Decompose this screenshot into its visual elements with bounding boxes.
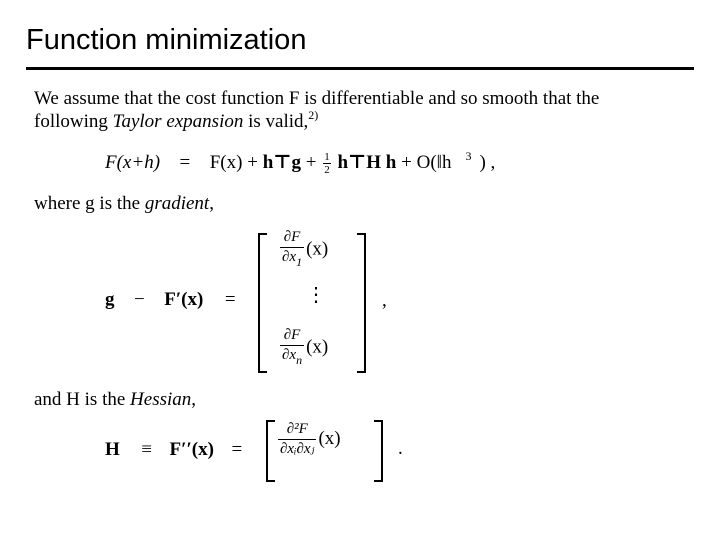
intro-line-2	[34, 110, 318, 133]
taylor-plus-3: +	[401, 152, 412, 173]
taylor-close: ) ,	[479, 152, 496, 173]
gradient-dash: −	[134, 289, 145, 310]
hessian-H: H	[105, 439, 120, 460]
gradient-text	[34, 192, 214, 215]
taylor-rhs-f: F(x)	[209, 152, 243, 173]
gradient-right-bracket	[357, 233, 366, 373]
intro-line-2-after: is valid,	[243, 111, 309, 132]
hessian-text-after: ,	[191, 389, 197, 410]
half-numerator: 1	[324, 151, 330, 164]
hessian-num: ∂²F	[286, 421, 308, 437]
hessian-period: .	[398, 438, 403, 459]
hessian-term: Hessian	[130, 389, 192, 410]
gradient-term: gradient	[144, 193, 210, 214]
intro-line-1: We assume that the cost function F is differentiable and so smooth that the	[34, 88, 600, 109]
gradient-den-1-var: ∂x	[282, 249, 297, 265]
hessian-lhs	[105, 436, 242, 464]
half-denominator: 2	[324, 164, 330, 177]
gradient-g: g	[105, 289, 115, 310]
title-divider	[26, 67, 694, 70]
gradient-num-n: ∂F	[283, 327, 301, 343]
gradient-comma: ,	[382, 290, 387, 311]
gradient-lhs	[105, 286, 236, 314]
gradient-eq-sign: =	[224, 289, 236, 310]
gradient-den-n-sub: n	[296, 353, 303, 367]
gradient-entry-n	[278, 326, 328, 370]
hessian-eq-sign: =	[231, 439, 243, 460]
hessian-text-before: and H is the	[34, 389, 131, 410]
taylor-plus-1: +	[247, 152, 258, 173]
gradient-fprime: F′(x)	[164, 289, 204, 310]
gradient-left-bracket	[258, 233, 267, 373]
gradient-den-1	[280, 247, 304, 272]
hessian-fdprime: F′′(x)	[169, 439, 214, 460]
taylor-h-t-H-h: h⊤H h	[337, 152, 397, 173]
gradient-vdots: ⋮	[306, 284, 326, 306]
taylor-big-o: O(‖h	[416, 152, 452, 173]
hessian-equiv: ≡	[141, 439, 152, 460]
gradient-text-after: ,	[209, 193, 214, 214]
hessian-text	[34, 388, 196, 411]
gradient-arg-1: (x)	[306, 238, 329, 260]
intro-line-2-before: following	[34, 111, 113, 132]
taylor-cube-exponent: 3	[465, 149, 472, 163]
page-title: Function minimization	[26, 24, 307, 56]
hessian-fraction	[278, 420, 316, 459]
hessian-entry	[276, 420, 341, 459]
taylor-equation	[105, 148, 495, 178]
taylor-eq-sign: =	[179, 152, 191, 173]
hessian-left-bracket	[266, 420, 275, 482]
taylor-half-fraction	[323, 151, 331, 176]
gradient-entry-1	[278, 228, 328, 272]
hessian-arg: (x)	[318, 427, 341, 449]
gradient-text-before: where g is the	[34, 193, 145, 214]
hessian-right-bracket	[374, 420, 383, 482]
hessian-den: ∂xᵢ∂xⱼ	[280, 441, 315, 457]
gradient-num-1: ∂F	[283, 229, 301, 245]
footnote-marker: 2)	[308, 108, 319, 122]
taylor-plus-2: +	[305, 152, 317, 173]
gradient-den-n-var: ∂x	[282, 347, 297, 363]
gradient-fraction-n	[280, 326, 304, 370]
taylor-h-t-g: h⊤g	[262, 152, 301, 173]
gradient-arg-n: (x)	[306, 336, 329, 358]
taylor-expansion-term: Taylor expansion	[112, 111, 244, 132]
gradient-den-1-sub: 1	[296, 255, 303, 269]
taylor-lhs: F(x+h)	[105, 152, 161, 173]
gradient-fraction-1	[280, 228, 304, 272]
gradient-den-n	[280, 345, 304, 370]
